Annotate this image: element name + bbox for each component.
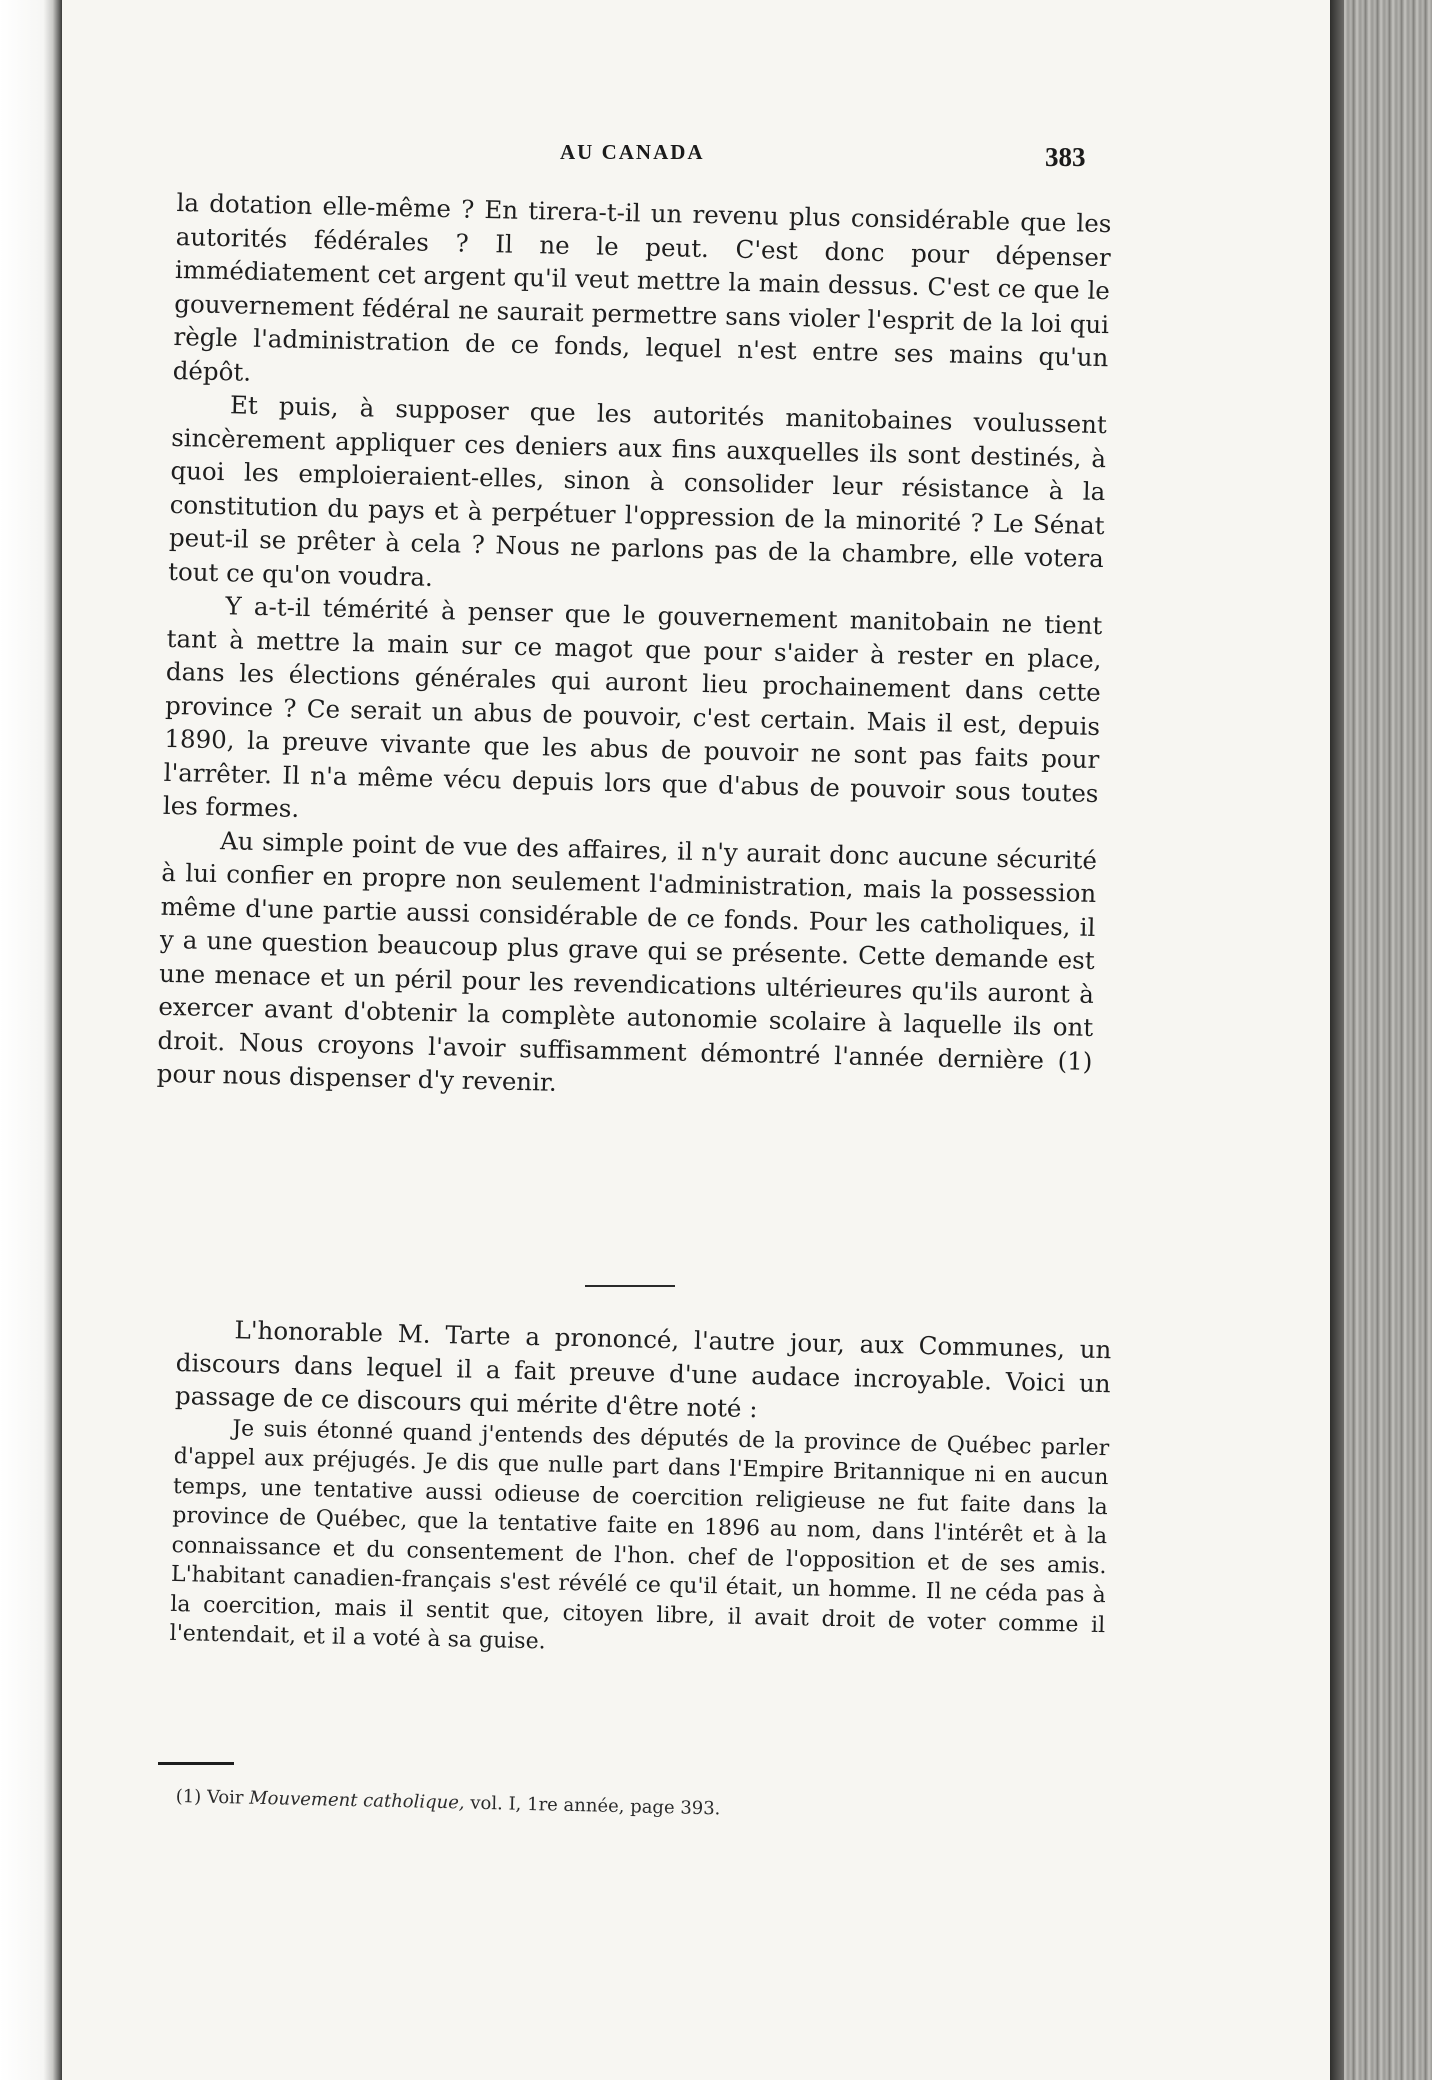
book-gutter-shadow [0,0,62,2080]
main-text-section [156,186,1111,1111]
paragraph-5: L'honorable M. Tarte a prononcé, l'autre jour, aux Communes, un discours dans lequel il a fait preuve d'une audace incroyable. Voici un passage de ce discours qui mérite d'être noté : [174,1315,1112,1424]
footnote-rule [158,1762,234,1765]
footnote-lead: Voir [206,1786,244,1809]
stacked-page-edges [1330,0,1432,2080]
second-section [169,1312,1111,1670]
paragraph-2: Et puis, à supposer que les autorités manitobaines voulussent sincèrement appliquer ces deniers aux fins auxquelles ils sont destinés, à quoi les emploieraient-elles, sinon à consolider leur résistance à la constitution du pays et à perpétuer l'oppression de la minorité ? Le Sénat peut-il se prêter à cela ? Nous ne parlons pas de la chambre, elle votera tout ce qu'on voudra. [167,390,1108,592]
footnote-work-title: Mouvement catholique, [249,1787,465,1814]
page-number: 383 [1045,142,1086,172]
quoted-speech: Je suis étonné quand j'entends des députés de la province de Québec parler d'appel aux préjugés. Je dis que nulle part dans l'Empire Britannique ni en aucun temps, une tentative aussi odieuse de coercition religieuse ne fut faite dans la province de Québec, que la tentative faite en 1896 au nom, dans l'intérêt et à la connaissance et du consentement de l'hon. chef de l'opposition et de ses amis. L'habitant canadien-français s'est révélé ce qu'il était, un homme. Il ne céda pas à la coercition, mais il sentit que, citoyen libre, il avait droit de voter comme il l'entendait, et il a voté à sa guise. [169,1415,1110,1655]
section-separator [585,1285,675,1287]
running-head: AU CANADA [560,140,705,164]
footnote-marker: (1) [175,1786,202,1808]
footnote-reference: vol. I, 1re année, page 393. [470,1792,721,1820]
paragraph-1: la dotation elle-même ? En tirera-t-il un revenu plus considérable que les autorités fédérales ? Il ne le peut. C'est donc pour dépenser immédiatement cet argent qu'il veut mettre la main dessus. C'est ce que le gouvernement fédéral ne saurait permettre sans violer l'esprit de la loi qui règle l'administration de ce fonds, lequel n'est entre ses mains qu'un dépôt. [172,187,1112,387]
paragraph-4: Au simple point de vue des affaires, il n'y aurait donc aucune sécurité à lui confier en propre non seulement l'administration, mais la possession même d'une partie aussi considérable de ce fonds. Pour les catholiques, il y a une question beaucoup plus grave qui se présente. Cette demande est une menace et un péril pour les revendications ultérieures qu'ils auront à exercer avant d'obtenir la complète autonomie scolaire à laquelle ils ont droit. Nous croyons l'avoir suffisamment démontré l'année dernière (1) pour nous dispenser d'y revenir. [156,825,1098,1097]
paragraph-3: Y a-t-il témérité à penser que le gouvernement manitobain ne tient tant à mettre la main sur ce magot que pour s'aider à rester en place, dans les élections générales qui auront lieu prochainement dans cette province ? Ce serait un abus de pouvoir, c'est certain. Mais il est, depuis 1890, la preuve vivante que les abus de pouvoir ne sont pas faits pour l'arrêter. Il n'a même vécu depuis lors que d'abus de pouvoir sous toutes les formes. [162,591,1103,823]
